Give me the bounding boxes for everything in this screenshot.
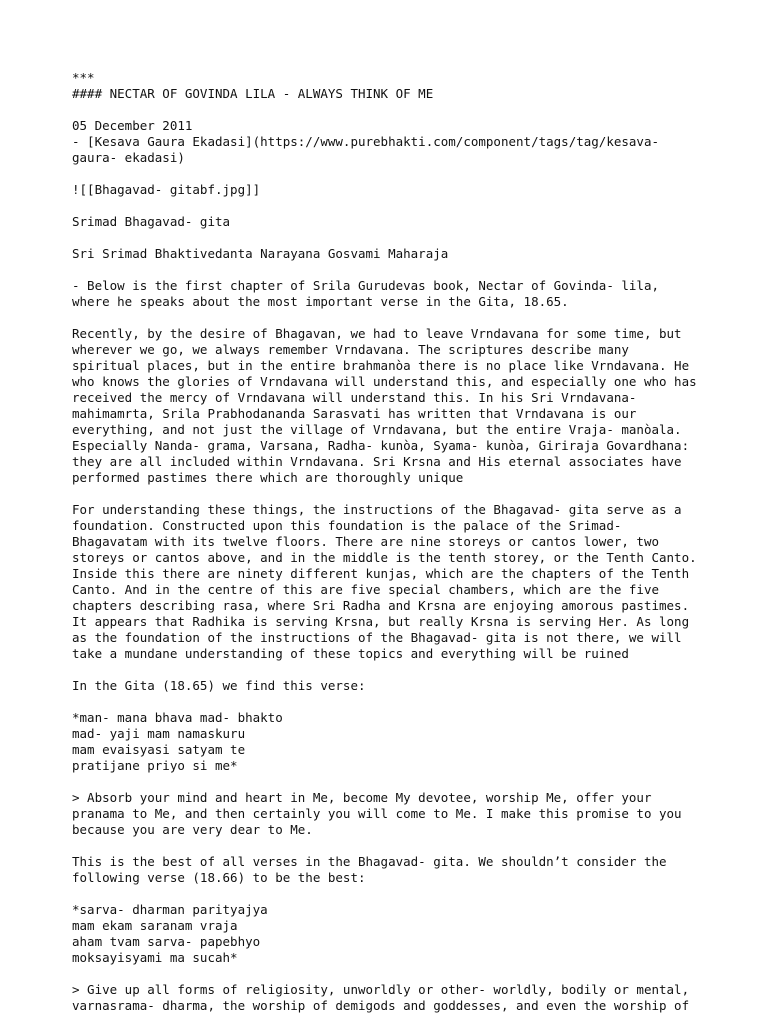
verse-line: pratijane priyo si me*: [72, 758, 238, 773]
text-line: performed pastimes there which are thoroughly unique: [72, 470, 464, 485]
text-line: Inside this there are ninety different kunjas, which are the chapters of the Tenth: [72, 566, 690, 581]
intro-paragraph: [72, 278, 722, 310]
quote-line: pranama to Me, and then certainly you will come to Me. I make this promise to you: [72, 806, 682, 821]
text-line: take a mundane understanding of these topics and everything will be ruined: [72, 646, 629, 661]
quote-line: varnasrama- dharma, the worship of demigods and goddesses, and even the worship of: [72, 998, 690, 1013]
verse-18-65: [72, 710, 722, 774]
quote-line: because you are very dear to Me.: [72, 822, 313, 837]
author: Sri Srimad Bhaktivedanta Narayana Gosvami Maharaja: [72, 246, 449, 261]
text-line: spiritual places, but in the entire brahmanòa there is no place like Vrndavana. He: [72, 358, 690, 373]
quote-line: > Give up all forms of religiosity, unworldly or other- worldly, bodily or mental,: [72, 982, 690, 997]
text-line: who knows the glories of Vrndavana will understand this, and especially one who has: [72, 374, 697, 389]
verse-line: mam ekam saranam vraja: [72, 918, 238, 933]
post-date: 05 December 2011: [72, 118, 193, 133]
text-line: - Below is the first chapter of Srila Gurudevas book, Nectar of Govinda- lila,: [72, 278, 659, 293]
tag-link-line[interactable]: gaura- ekadasi): [72, 150, 185, 165]
text-line: as the foundation of the instructions of the Bhagavad- gita is not there, we will: [72, 630, 682, 645]
text-line: It appears that Radhika is serving Krsna, but really Krsna is serving Her. As long: [72, 614, 690, 629]
page-title: #### NECTAR OF GOVINDA LILA - ALWAYS THINK OF ME: [72, 86, 434, 101]
horizontal-rule: ***: [72, 70, 95, 85]
text-line: received the mercy of Vrndavana will understand this. In his Sri Vrndavana-: [72, 390, 637, 405]
text-line: Canto. And in the centre of this are five special chambers, which are the five: [72, 582, 659, 597]
text-line: chapters describing rasa, where Sri Radha and Krsna are enjoying amorous pastimes.: [72, 598, 690, 613]
verse-line: aham tvam sarva- papebhyo: [72, 934, 261, 949]
text-line: Recently, by the desire of Bhagavan, we had to leave Vrndavana for some time, but: [72, 326, 682, 341]
blockquote-translation-2: [72, 982, 722, 1014]
verse-line: mam evaisyasi satyam te: [72, 742, 246, 757]
text-line: where he speaks about the most important verse in the Gita, 18.65.: [72, 294, 569, 309]
blockquote-translation-1: [72, 790, 722, 838]
text-line: Bhagavatam with its twelve floors. There are nine storeys or cantos lower, two: [72, 534, 659, 549]
document-page: [72, 70, 722, 1014]
quote-line: > Absorb your mind and heart in Me, become My devotee, worship Me, offer your: [72, 790, 652, 805]
subtitle: Srimad Bhagavad- gita: [72, 214, 231, 229]
verse-line: *man- mana bhava mad- bhakto: [72, 710, 283, 725]
verse-line: moksayisyami ma sucah*: [72, 950, 238, 965]
text-line: Especially Nanda- grama, Varsana, Radha- kunòa, Syama- kunòa, Giriraja Govardhana:: [72, 438, 690, 453]
text-line: wherever we go, we always remember Vrndavana. The scriptures describe many: [72, 342, 629, 357]
verse-18-66: [72, 902, 722, 966]
paragraph-vrndavana: [72, 326, 722, 486]
text-line: storeys or cantos above, and in the middle is the tenth storey, or the Tenth Canto.: [72, 550, 697, 565]
image-embed: ![[Bhagavad- gitabf.jpg]]: [72, 182, 261, 197]
text-line: foundation. Constructed upon this foundation is the palace of the Srimad-: [72, 518, 622, 533]
verse-line: mad- yaji mam namaskuru: [72, 726, 246, 741]
tag-link-line[interactable]: - [Kesava Gaura Ekadasi](https://www.purebhakti.com/component/tags/tag/kesava-: [72, 134, 659, 149]
text-line: they are all included within Vrndavana. Sri Krsna and His eternal associates have: [72, 454, 682, 469]
text-line: This is the best of all verses in the Bhagavad- gita. We shouldn’t consider the: [72, 854, 667, 869]
tag-link[interactable]: [72, 134, 722, 166]
paragraph-verse-intro: In the Gita (18.65) we find this verse:: [72, 678, 366, 693]
paragraph-best-verse: [72, 854, 722, 886]
paragraph-foundation: [72, 502, 722, 662]
verse-line: *sarva- dharman parityajya: [72, 902, 268, 917]
text-line: following verse (18.66) to be the best:: [72, 870, 366, 885]
text-line: everything, and not just the village of Vrndavana, but the entire Vraja- manòala.: [72, 422, 682, 437]
text-line: mahimamrta, Srila Prabhodananda Sarasvati has written that Vrndavana is our: [72, 406, 637, 421]
text-line: For understanding these things, the instructions of the Bhagavad- gita serve as a: [72, 502, 682, 517]
